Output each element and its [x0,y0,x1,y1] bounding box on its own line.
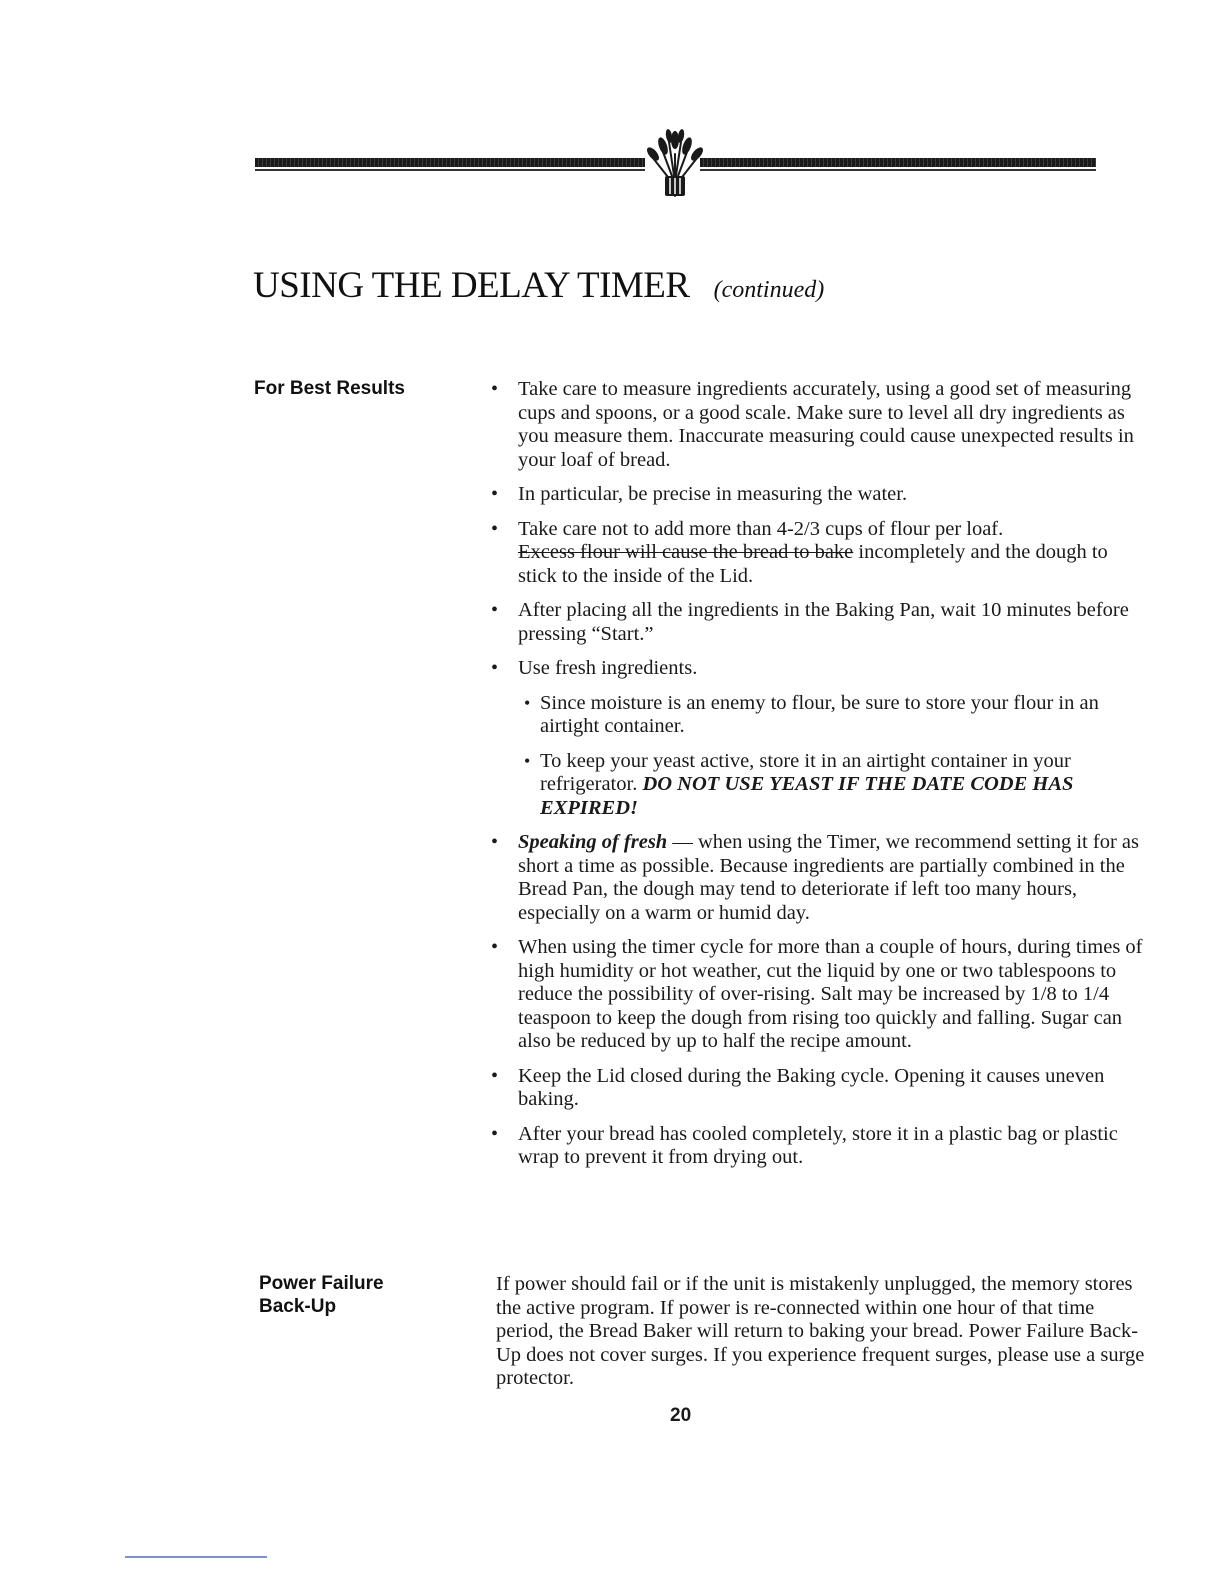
list-item: • Take care not to add more than 4-2/3 cups of flour per loaf. Excess flour will cause the bread to bake incompletely and the dough to stick to the inside of the Lid. [491,518,1151,589]
sub-list-item: • To keep your yeast active, store it in an airtight container in your refrigerator. DO NOT USE YEAST IF THE DATE CODE HAS EXPIRED! [518,750,1151,821]
list-item: • After your bread has cooled completely, store it in a plastic bag or plastic wrap to prevent it from drying out. [491,1123,1151,1170]
scan-line [125,1556,267,1558]
list-item: • Take care to measure ingredients accurately, using a good set of measuring cups and spoons, or a good scale. Make sure to level all dry ingredients as you measure them. Inaccurate measuring could cause unexpected results in your loaf of bread. [491,378,1151,472]
section-heading-best-results: For Best Results [254,378,405,399]
wheat-sheaf-icon [641,124,709,200]
struck-text: Excess flour will cause the bread to bake [518,541,854,563]
best-results-list [491,378,1151,1181]
power-failure-text: If power should fail or if the unit is mistakenly unplugged, the memory stores the active program. If power is re-connected within one hour of that time period, the Bread Baker will return to baking your bread. Power Failure Back-Up does not cover surges. If you experience frequent surges, please use a surge protector. [496,1273,1145,1389]
title-continued: (continued) [713,277,825,303]
list-item: • Use fresh ingredients. • Since moisture is an enemy to flour, be sure to store your flour in an airtight container. • To keep your yeast active, store it in an airtight container in your refrigerator. DO NOT USE YEAST IF THE DATE CODE HAS EXPIRED! [491,657,1151,820]
list-item: • Speaking of fresh — when using the Timer, we recommend setting it for as short a time as possible. Because ingredients are partially combined in the Bread Pan, the dough may tend to deteriorate if left too many hours, especially on a warm or humid day. [491,831,1151,925]
list-item: • In particular, be precise in measuring the water. [491,483,1151,507]
header-rule-left [255,158,645,167]
list-item: • Keep the Lid closed during the Baking cycle. Opening it causes uneven baking. [491,1065,1151,1112]
list-item: • After placing all the ingredients in the Baking Pan, wait 10 minutes before pressing “Start.” [491,599,1151,646]
header-rule-right [700,158,1096,167]
lead-phrase: Speaking of fresh [518,831,668,853]
sub-list [518,692,1151,821]
page-title: USING THE DELAY TIMER (continued) [253,265,825,306]
list-item: • When using the timer cycle for more than a couple of hours, during times of high humidity or hot weather, cut the liquid by one or two tablespoons to reduce the possibility of over-rising. Salt may be increased by 1/8 to 1/4 teaspoon to keep the dough from rising too quickly and falling. Sugar can also be reduced by up to half the recipe amount. [491,936,1151,1054]
section-heading-power-failure: Power Failure Back-Up [259,1273,384,1317]
sub-list-item: • Since moisture is an enemy to flour, be sure to store your flour in an airtight container. [518,692,1151,739]
page-number: 20 [670,1405,692,1426]
yeast-warning: DO NOT USE YEAST IF THE DATE CODE HAS EXPIRED! [540,773,1074,819]
